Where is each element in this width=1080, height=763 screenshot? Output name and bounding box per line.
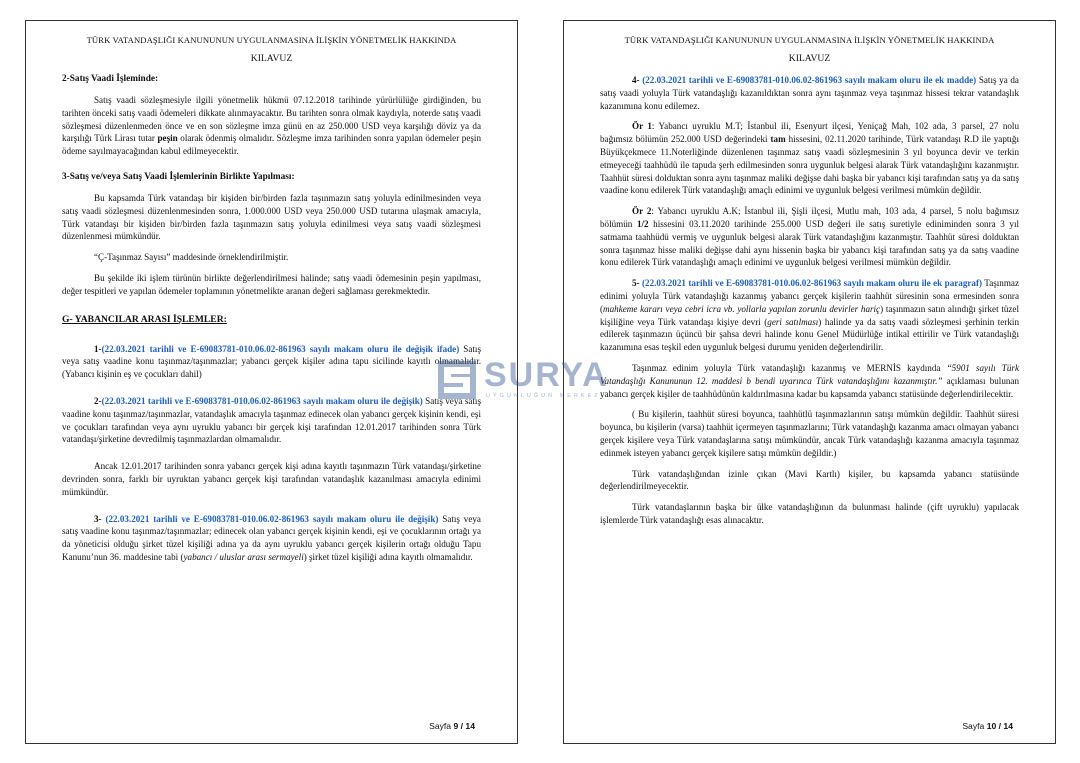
page-number: Sayfa 9 / 14 — [429, 721, 475, 731]
page-subheader: KILAVUZ — [250, 53, 293, 64]
numbered-item: 2-(22.03.2021 tarihli ve E-69083781-010.06.02-861963 sayılı makam oluru ile değişik) Satış veya satış vaadine konu taşınmaz/taşınmazlar, vatandaşlık amacıyla taşınmaz edinecek olan yabancı gerçek kişinin kendi, eşi ve çocukları tarafından veya aynı uyruklu yabancı bir gerçek kişi tarafından 12.01.2017 tarihinden sonra Türk vatandaşı/şirketine devredilmiş taşınmazlardan olmamalıdır. — [62, 395, 481, 445]
paragraph: Ancak 12.01.2017 tarihinden sonra yabancı gerçek kişi adına kayıtlı taşınmazın Türk vatandaşı/şirketine devrinden sonra, farklı bir uyruktan yabancı gerçek kişi tarafından vatandaşlık kazanılması amacıyla edinimi mümkündür. — [62, 461, 481, 497]
page-content — [600, 35, 1019, 535]
paragraph: Bu şekilde iki işlem türünün birlikte değerlendirilmesi halinde; satış vaadi ödemesinin peşin yapılması, değer tespitleri ve yapılan ödemeler toplamının yönetmelikte aranan değeri sağlaması gerekmektedir. — [62, 272, 481, 296]
watermark-brand: SURYA — [484, 356, 609, 394]
section-heading: G- YABANCILAR ARASI İŞLEMLER: — [62, 313, 227, 325]
amendment-reference: (22.03.2021 tarihli ve E-69083781-010.06.02-861963 sayılı makam oluru ile ek madde) — [642, 75, 977, 85]
document-page-10 — [563, 20, 1056, 744]
example-paragraph: Ör 1: Yabancı uyruklu M.T; İstanbul ili, Esenyurt ilçesi, Yeniçağ Mah, 102 ada, 3 parsel, 27 nolu bağımsız bölümün 252.000 USD değerindeki tam hissesini, 02.11.2020 tarihinde, Türk vatandaşı R.D ile yaptığı Büyükçekmece 11.Noterliğinde düzenlenen taşınmaz satış vaadi sözleşmesinin 3 yıl boyunca devir ve terkin etmeyeceği taahhüdü ile tapuda şerh edilmesinden sonra uygunluk belgesi alarak Türk vatandaşlığını kazanmıştır. Taahhüt süresi dolduktan sonra aynı taşınmaz maliki değişse dahi başka bir yabancı kişi tarafından satış ya da satış vaadine konu edilerek Türk vatandaşlığı amaçlı edinimi ve uygunluk belgesi verilmesi mümkün değildir. — [600, 121, 1020, 196]
example-paragraph: Ör 2: Yabancı uyruklu A.K; İstanbul ili, Şişli ilçesi, Mutlu mah, 103 ada, 4 parsel, 5 nolu bağımsız bölümün 1/2 hissesini 03.11.2020 tarihinde 255.000 USD değeri ile satış suretiyle ediniminden sonra 3 yıl satmama taahhüdü vermiş ve uygunluk belgesi alarak Türk vatandaşlığını kazanmıştır. Taahhüt süresi dolduktan sonra taşınmaz hisse maliki değişse dahi aynı hissenin başka bir yabancı kişi tarafından satış ya da satış vaadine konu edilerek Türk vatandaşlığı amaçlı edinimi ve uygunluk belgesi verilmesi mümkün değildir. — [600, 206, 1020, 268]
amendment-reference: (22.03.2021 tarihli ve E-69083781-010.06.02-861963 sayılı makam oluru ile değişik) — [101, 395, 423, 406]
paragraph: Satış vaadi sözleşmesiyle ilgili yönetmelik hükmü 07.12.2018 tarihinde yürürlülüğe girdiğinden, bu tarihten önceki satış vaadi ödemeleri dikkate alınmayacaktır. Bu tarihten sonra olmak kaydıyla, noterde satış vaadi sözleşmesi düzenlenmeden önce ve en son sözleşme imza günü en az 250.000 USD veya karşılığı döviz ya da karşılığı Türk Lirası tutar peşin olarak ödenmiş olmalıdır. Sözleşme imza tarihinden sonra yapılan ödemeler peşin ödeme sayılmayacağından kabul edilmeyecektir. — [62, 95, 481, 157]
paragraph: Taşınmaz edinim yoluyla Türk vatandaşlığı kazanmış ve MERNİS kaydında “5901 sayılı Türk Vatandaşlığı Kanununun 12. maddesi b bendi uyarınca Türk vatandaşlığını kazanmıştır.” açıklaması bulunan yabancı gerçek kişiler de taahhüdünün kaldırılmasına kadar bu kapsamda yabancı statüsünde değerlendirilecektir. — [600, 362, 1019, 399]
page-subheader: KILAVUZ — [788, 53, 831, 64]
paragraph: ( Bu kişilerin, taahhüt süresi boyunca, taahhütlü taşınmazlarının satışı mümkün değildir. Taahhüt süresi boyunca, bu kişilerin (varsa) taahhüt içermeyen taşınmazlarını; Türk vatandaşlığı kazanma amacı olmayan yabancı gerçek kişilere veya Türk vatandaşlarına satışı mümkündür, ancak Türk vatandaşlığı kazanma amacıyla taşınmaz edinmek isteyen yabancı gerçek kişilere satışı mümkün değildir.) — [600, 409, 1019, 458]
page-header: TÜRK VATANDAŞLIĞI KANUNUNUN UYGULANMASINA İLİŞKİN YÖNETMELİK HAKKINDA — [86, 35, 457, 45]
page-header: TÜRK VATANDAŞLIĞI KANUNUNUN UYGULANMASINA İLİŞKİN YÖNETMELİK HAKKINDA — [624, 35, 995, 45]
numbered-item: 1-(22.03.2021 tarihli ve E-69083781-010.06.02-861963 sayılı makam oluru ile değişik ifade) Satış veya satış vaadine konu taşınmaz/taşınmazlar; yabancı gerçek kişiler adına tapu sicilinde kayıtlı olmamalıdır. (Yabancı kişinin eş ve çocukları dahil) — [62, 343, 481, 380]
paragraph: “Ç-Taşınmaz Sayısı” maddesinde örneklendirilmiştir. — [94, 252, 289, 263]
page-number: Sayfa 10 / 14 — [962, 721, 1013, 731]
paragraph: Türk vatandaşlığından izinle çıkan (Mavi Kartlı) kişiler, bu kapsamda yabancı statüsünde değerlendirilmeyecektir. — [600, 468, 1019, 492]
numbered-item: 3- (22.03.2021 tarihli ve E-69083781-010.06.02-861963 sayılı makam oluru ile değişik) Satış veya satış vaadine konu taşınmaz/taşınmazlar; edinecek olan yabancı gerçek kişinin kendi, eşi ve çocuklarının ortağı ya da yöneticisi olduğu şirket tüzel kişiliği adına ya da aynı uyruklu yabancı gerçek kişilerin ortağı olduğu Tapu Kanunu’nun 36. maddesine tabi (yabancı / uluslar arası sermayeli) şirket tüzel kişiliği adına kayıtlı olmamalıdır. — [62, 513, 481, 562]
amendment-reference: (22.03.2021 tarihli ve E-69083781-010.06.02-861963 sayılı makam oluru ile değişik) — [105, 513, 439, 524]
section-heading: 3-Satış ve/veya Satış Vaadi İşlemlerinin Birlikte Yapılması: — [62, 171, 295, 182]
numbered-item: 5- (22.03.2021 tarihli ve E-69083781-010.06.02-861963 sayılı makam oluru ile ek paragraf) Taşınmaz edinimi yoluyla Türk vatandaşlığı kazanmış yabancı gerçek kişilerin taahhüt süresinin sona ermesinden sonra (mahkeme kararı veya cebri icra vb. yollarla yapılan zorunlu devirler hariç) taşınmazın satın alındığı şirket tüzel kişiliğine veya Türk vatandaşı kişiye devri (geri satılması) halinde ya da satış vaadi sözleşmesi şerhinin terkin edilerek taşınmazın üçüncü bir şahsa devri halinde konu Genel Müdürlüğe intikal ettirilir ve Türk vatandaşlığı kazanımına esas teşkil eden uygunluk belgesi durumu yeniden değerlendirilir. — [600, 278, 1019, 353]
section-heading: 2-Satış Vaadi İşleminde: — [62, 74, 159, 84]
page-content — [62, 35, 481, 572]
paragraph: Bu kapsamda Türk vatandaşı bir kişiden bir/birden fazla taşınmazın satış yoluyla edinilmesinden veya satış vaadi sözleşmesi düzenlenmesinden sonra, 1.000.000 USD veya 250.000 USD tutarına ulaşmak amacıyla, Türk vatandaşı bir kişiden bir/birden fazla taşınmazın satış yoluyla edinilmesi veya satış vaadi sözleşmesi düzenlenmesi mümkündür. — [62, 192, 481, 242]
numbered-item: 4- (22.03.2021 tarihli ve E-69083781-010.06.02-861963 sayılı makam oluru ile ek madde) Satış ya da satış vaadi yoluyla Türk vatandaşlığı kazanıldıktan sonra aynı taşınmaz veya taşınmaz hissesi tekrar vatandaşlık kazanımına konu edilemez. — [600, 75, 1019, 111]
amendment-reference: (22.03.2021 tarihli ve E-69083781-010.06.02-861963 sayılı makam oluru ile değişik ifade) — [101, 343, 460, 354]
paragraph: Türk vatandaşlarının başka bir ülke vatandaşlığının da bulunması halinde (çift uyruklu) yapılacak işlemlerde Türk vatandaşlığı esas alınacaktır. — [600, 502, 1019, 525]
document-page-9 — [25, 20, 518, 744]
watermark-tagline: UYGUNLUĞUN MERKEZİ — [486, 393, 606, 399]
amendment-reference: (22.03.2021 tarihli ve E-69083781-010.06.02-861963 sayılı makam oluru ile ek paragraf) — [642, 278, 983, 289]
